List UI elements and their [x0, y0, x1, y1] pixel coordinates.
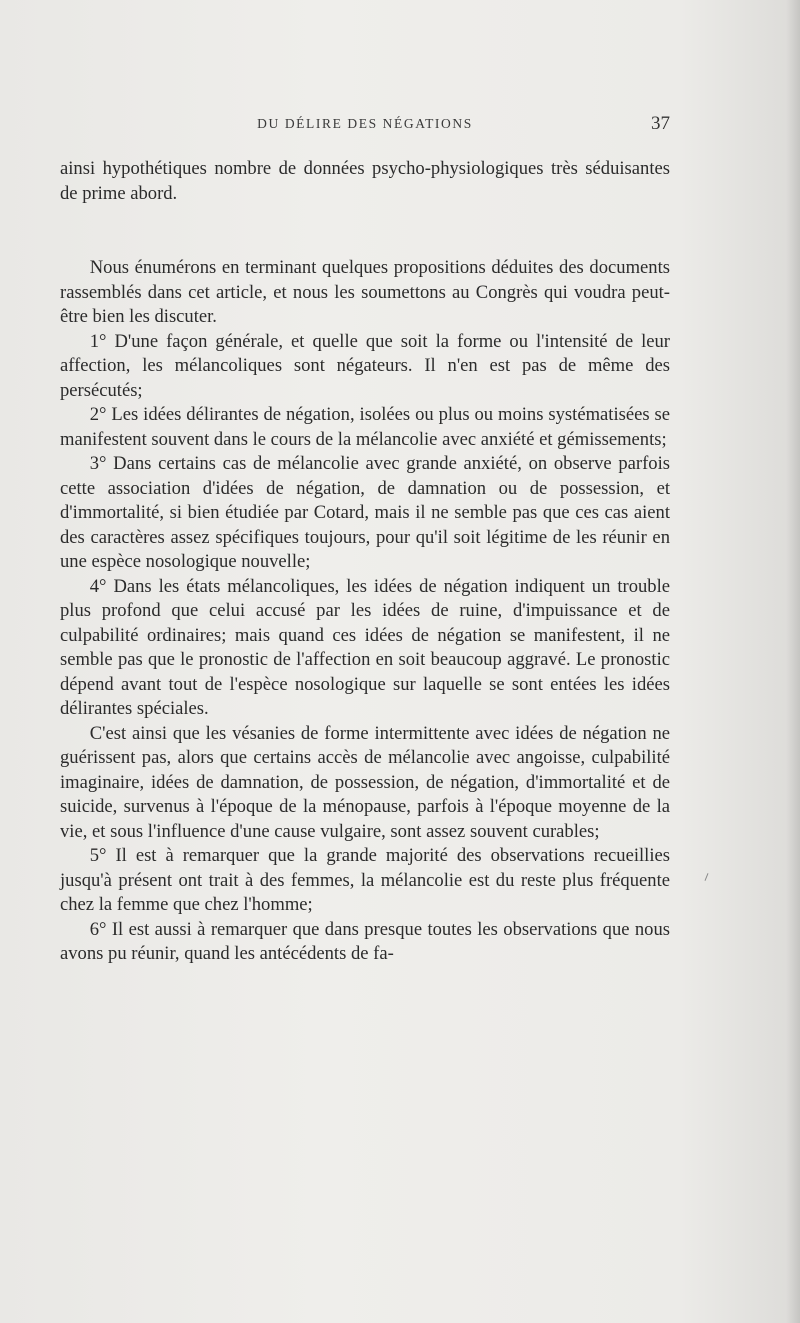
paragraph-continuation: ainsi hypothétiques nombre de données psycho-physiologiques très séduisantes de prime abord.: [60, 158, 670, 204]
proposition-2: 2° Les idées délirantes de négation, isolées ou plus ou moins systématisées se manifestent souvent dans le cours de la mélancolie avec anxiété et gémissements;: [60, 404, 670, 450]
proposition-1: 1° D'une façon générale, et quelle que soit la forme ou l'intensité de leur affection, les mélancoliques sont négateurs. Il n'en est pas de même des persécutés;: [60, 330, 670, 401]
proposition-4: 4° Dans les états mélancoliques, les idées de négation indiquent un trouble plus profond que celui accusé par les idées de ruine, d'impuissance et de culpabilité ordinaires; mais quand ces idées de négation se manifestent, il ne semble pas que le pronostic de l'affection en soit beaucoup aggravé. Le pronostic dépend avant tout de l'espèce nosologique sur laquelle se sont entées les idées délirantes spéciales.: [60, 575, 670, 719]
page-edge-shadow: [786, 0, 800, 1323]
stray-mark: [705, 873, 709, 881]
paragraph-vesanies: C'est ainsi que les vésanies de forme intermittente avec idées de négation ne guérissent pas, alors que certains accès de mélancolie avec angoisse, culpabilité imaginaire, idées de damnation, de possession, de négation, d'immortalité et de suicide, survenus à l'époque de la ménopause, parfois à l'époque moyenne de la vie, et sous l'influence d'une cause vulgaire, sont assez souvent curables;: [60, 722, 670, 842]
body-text: [60, 157, 670, 967]
proposition-3: 3° Dans certains cas de mélancolie avec grande anxiété, on observe parfois cette association d'idées de négation, de damnation ou de possession, et d'immortalité, si bien étudiée par Cotard, mais il ne semble pas que ces cas aient des caractères assez spécifiques toujours, pour qu'il soit légitime de les réunir en une espèce nosologique nouvelle;: [60, 453, 670, 572]
proposition-6: 6° Il est aussi à remarquer que dans presque toutes les observations que nous avons pu réunir, quand les antécédents de fa-: [60, 918, 670, 964]
paragraph-intro: Nous énumérons en terminant quelques propositions déduites des documents rassemblés dans cet article, et nous les soumettons au Congrès qui voudra peut-être bien les discuter.: [60, 257, 670, 327]
proposition-5: 5° Il est à remarquer que la grande majorité des observations recueillies jusqu'à présent ont trait à des femmes, la mélancolie est du reste plus fréquente chez la femme que chez l'homme;: [60, 845, 670, 915]
running-head: [60, 113, 670, 137]
page-number: 37: [651, 113, 670, 134]
running-head-title: DU DÉLIRE DES NÉGATIONS: [257, 116, 473, 131]
